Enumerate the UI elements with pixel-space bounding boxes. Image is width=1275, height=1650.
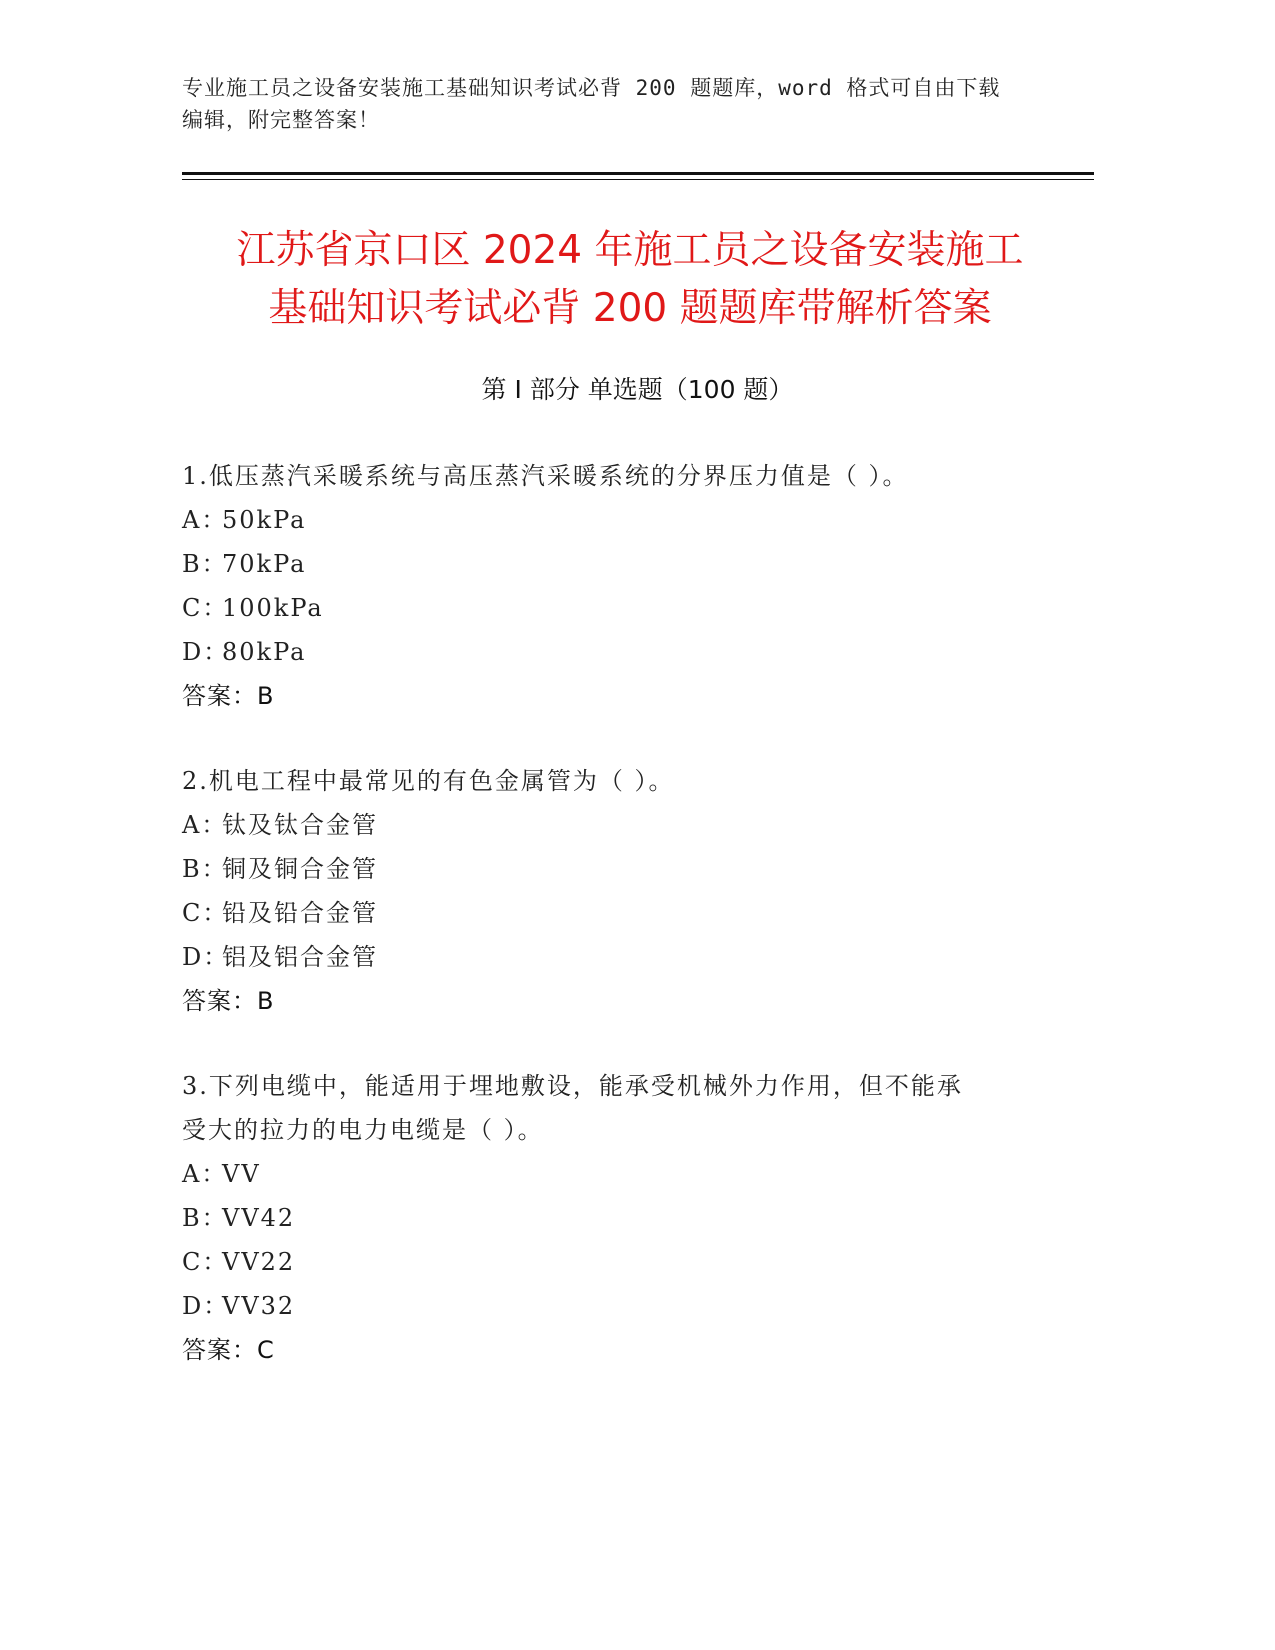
option-text: VV22 (222, 1248, 296, 1276)
option-d (182, 630, 1062, 674)
answer-line: 答案：B (182, 987, 275, 1015)
answer-line: 答案：C (182, 1336, 275, 1364)
option-text: 铅及铅合金管 (222, 899, 378, 927)
option-letter: C： (182, 899, 229, 927)
header-divider-thin (182, 179, 1094, 180)
option-c (182, 891, 1062, 935)
document-title-line-2: 基础知识考试必背 200 题题库带解析答案 (268, 286, 992, 331)
option-letter: D： (182, 943, 230, 971)
option-d (182, 935, 1062, 979)
header-note-line-2: 编辑，附完整答案！ (182, 108, 380, 132)
option-text: 50kPa (222, 506, 307, 534)
option-text: VV42 (222, 1204, 296, 1232)
option-b (182, 542, 1062, 586)
option-text: 铜及铜合金管 (222, 855, 378, 883)
option-b (182, 847, 1062, 891)
question-stem-line-1: 3.下列电缆中，能适用于埋地敷设，能承受机械外力作用，但不能承 (182, 1072, 963, 1100)
option-c (182, 586, 1062, 630)
header-note-line-1: 专业施工员之设备安装施工基础知识考试必背 200 题题库，word 格式可自由下载 (182, 76, 1001, 100)
option-a (182, 498, 1062, 542)
section-heading: 第 I 部分 单选题（100 题） (481, 375, 794, 404)
header-note (182, 72, 1062, 136)
option-letter: B： (182, 855, 228, 883)
question-stem-line-2: 受大的拉力的电力电缆是（ ）。 (182, 1116, 544, 1144)
option-letter: D： (182, 638, 230, 666)
option-letter: A： (182, 506, 228, 534)
option-letter: C： (182, 1248, 229, 1276)
question-item (182, 454, 1062, 718)
option-text: 100kPa (222, 594, 324, 622)
question-item (182, 1064, 1062, 1372)
option-letter: A： (182, 1160, 228, 1188)
header-divider-thick (182, 172, 1094, 175)
option-c (182, 1240, 1062, 1284)
option-b (182, 1196, 1062, 1240)
option-letter: B： (182, 1204, 228, 1232)
answer-line: 答案：B (182, 682, 275, 710)
option-text: 70kPa (222, 550, 307, 578)
option-letter: A： (182, 811, 228, 839)
option-text: 钛及钛合金管 (222, 811, 378, 839)
option-text: 铝及铝合金管 (222, 943, 378, 971)
document-title-line-1: 江苏省京口区 2024 年施工员之设备安装施工 (236, 228, 1024, 273)
option-text: 80kPa (222, 638, 307, 666)
option-letter: D： (182, 1292, 230, 1320)
document-title (150, 222, 1110, 338)
option-a (182, 1152, 1062, 1196)
option-a (182, 803, 1062, 847)
question-stem: 2.机电工程中最常见的有色金属管为（ ）。 (182, 767, 675, 795)
option-text: VV (222, 1160, 261, 1188)
option-letter: B： (182, 550, 228, 578)
option-text: VV32 (222, 1292, 296, 1320)
option-letter: C： (182, 594, 229, 622)
option-d (182, 1284, 1062, 1328)
question-item (182, 759, 1062, 1023)
question-stem: 1.低压蒸汽采暖系统与高压蒸汽采暖系统的分界压力值是（ ）。 (182, 462, 909, 490)
